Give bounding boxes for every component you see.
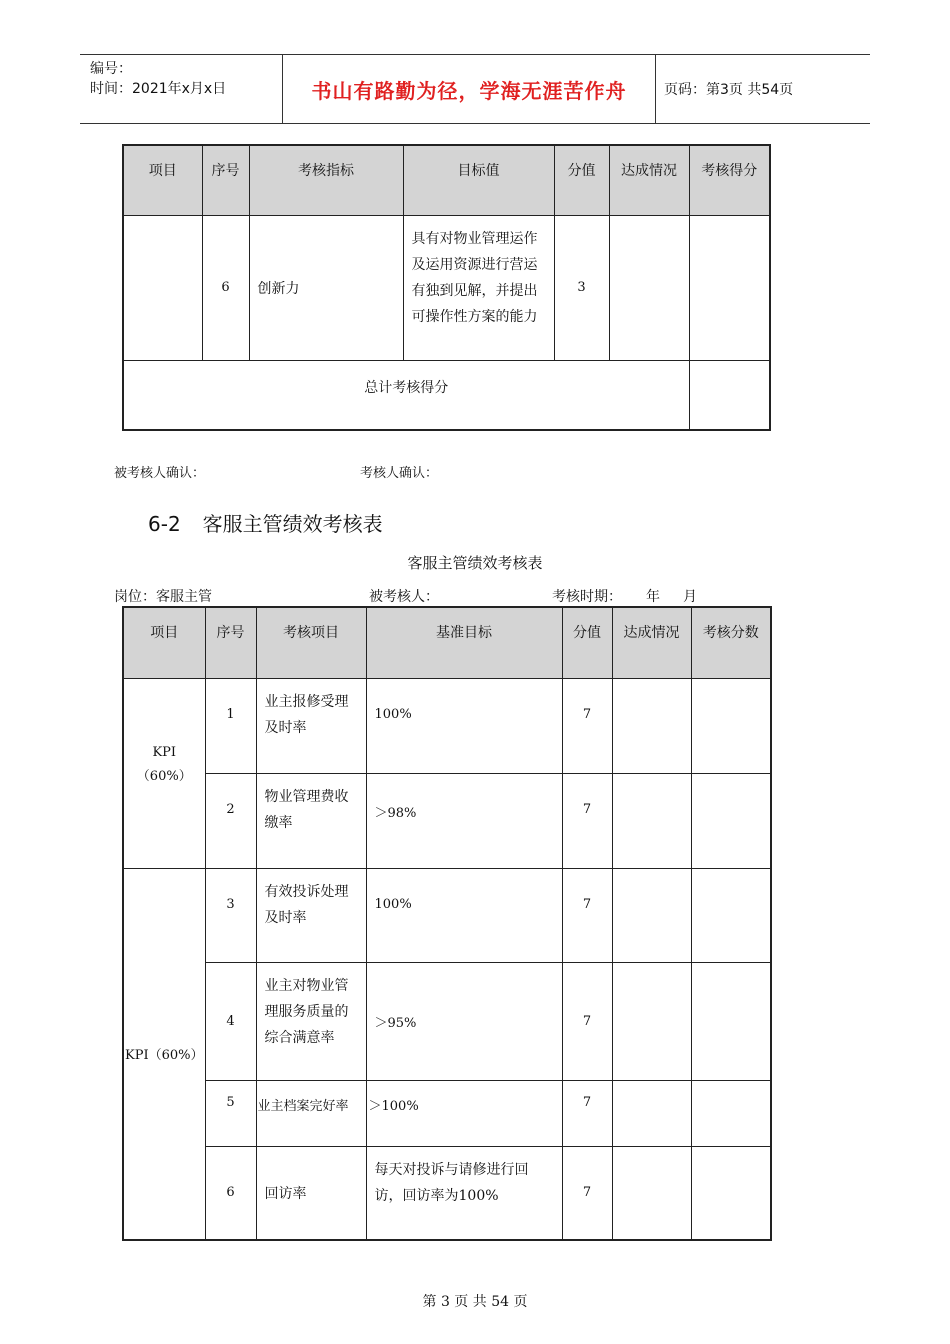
- table2-row1-item: 业主报修受理及时率: [256, 678, 366, 773]
- table2-row6-result[interactable]: [691, 1146, 771, 1240]
- table-row: [123, 868, 771, 962]
- table1-cell-no: 6: [202, 215, 249, 360]
- table2-row3-result[interactable]: [691, 868, 771, 962]
- table2-header-item: 考核项目: [256, 607, 366, 678]
- examiner-confirm: 考核人确认：: [360, 466, 439, 481]
- table2-row5-achieve[interactable]: [612, 1080, 691, 1146]
- assessment-table-1: [122, 144, 771, 431]
- table-row: [123, 215, 770, 360]
- table2-row5-no: 5: [205, 1080, 256, 1146]
- table1-cell-target: 具有对物业管理运作及运用资源进行营运有独到见解，并提出可操作性方案的能力: [403, 215, 554, 360]
- table1-cell-project: [123, 215, 202, 360]
- table2-header-project: 项目: [123, 607, 205, 678]
- header-meta: [90, 59, 280, 99]
- table2-row2-no: 2: [205, 773, 256, 868]
- table2-row3-target: 100%: [366, 868, 562, 962]
- table2-row3-item: 有效投诉处理及时率: [256, 868, 366, 962]
- table1-header-indicator: 考核指标: [249, 145, 403, 215]
- table1-header-result: 考核得分: [689, 145, 770, 215]
- page-footer: 第 3 页 共 54 页: [422, 1294, 528, 1310]
- time-label: 时间：2021年x月x日: [90, 81, 227, 97]
- table1-cell-result[interactable]: [689, 215, 770, 360]
- table2-row4-target: ＞95%: [366, 962, 562, 1080]
- table1-cell-achieve[interactable]: [609, 215, 689, 360]
- meta-year: 年: [646, 589, 660, 605]
- table2-row6-target: 每天对投诉与请修进行回访，回访率为100%: [366, 1146, 562, 1240]
- assessment-table-2: [122, 606, 772, 1241]
- header-motto: 书山有路勤为径，学海无涯苦作舟: [282, 55, 656, 123]
- table2-header-no: 序号: [205, 607, 256, 678]
- table-row: [123, 773, 771, 868]
- table-row: [123, 1146, 771, 1240]
- table1-header-project: 项目: [123, 145, 202, 215]
- code-label: 编号：: [90, 61, 132, 77]
- table2-row5-score: 7: [562, 1080, 612, 1146]
- section-heading: [148, 508, 383, 537]
- table2-row4-score: 7: [562, 962, 612, 1080]
- table-row: [123, 678, 771, 773]
- table2-header-score: 分值: [562, 607, 612, 678]
- table2-row2-result[interactable]: [691, 773, 771, 868]
- table2-header-target: 基准目标: [366, 607, 562, 678]
- table2-row6-score: 7: [562, 1146, 612, 1240]
- table1-total-row: [123, 360, 770, 430]
- table2-row1-no: 1: [205, 678, 256, 773]
- table2-row6-item: 回访率: [256, 1146, 366, 1240]
- table2-row6-no: 6: [205, 1146, 256, 1240]
- meta-period: 考核时期：: [552, 589, 622, 605]
- table1-total-value[interactable]: [689, 360, 770, 430]
- table2-title: 客服主管绩效考核表: [407, 554, 543, 572]
- meta-examinee: 被考核人：: [369, 589, 439, 605]
- table2-row4-no: 4: [205, 962, 256, 1080]
- table2-header-row: [123, 607, 771, 678]
- examinee-confirm: 被考核人确认：: [114, 466, 206, 481]
- table2-row2-target: ＞98%: [366, 773, 562, 868]
- table2-row1-target: 100%: [366, 678, 562, 773]
- table2-group1-label: KPI（60%）: [123, 678, 205, 868]
- table2-row5-result[interactable]: [691, 1080, 771, 1146]
- meta-month: 月: [683, 589, 697, 605]
- table1-cell-score: 3: [554, 215, 609, 360]
- table2-header-result: 考核分数: [691, 607, 771, 678]
- section-title: 客服主管绩效考核表: [202, 512, 383, 536]
- table1-header-row: [123, 145, 770, 215]
- table2-row2-achieve[interactable]: [612, 773, 691, 868]
- table-row: [123, 962, 771, 1080]
- page-header: [80, 54, 870, 124]
- table2-header-achieve: 达成情况: [612, 607, 691, 678]
- table2-row3-no: 3: [205, 868, 256, 962]
- table1-header-target: 目标值: [403, 145, 554, 215]
- header-page-info: 页码：第3页 共54页: [664, 82, 794, 98]
- table1-cell-indicator: 创新力: [249, 215, 403, 360]
- table-row: [123, 1080, 771, 1146]
- table2-row4-achieve[interactable]: [612, 962, 691, 1080]
- meta-position: 岗位：客服主管: [114, 589, 212, 605]
- table2-row2-item: 物业管理费收缴率: [256, 773, 366, 868]
- table2-row3-achieve[interactable]: [612, 868, 691, 962]
- table2-group2-label: KPI（60%）: [123, 868, 205, 1240]
- table2-row4-result[interactable]: [691, 962, 771, 1080]
- table2-row4-item: 业主对物业管理服务质量的综合满意率: [256, 962, 366, 1080]
- table2-row3-score: 7: [562, 868, 612, 962]
- table1-header-no: 序号: [202, 145, 249, 215]
- table2-row5-target: ＞100%: [366, 1080, 562, 1146]
- table2-row1-score: 7: [562, 678, 612, 773]
- table2-row1-achieve[interactable]: [612, 678, 691, 773]
- table2-row6-achieve[interactable]: [612, 1146, 691, 1240]
- table1-header-score: 分值: [554, 145, 609, 215]
- table2-row2-score: 7: [562, 773, 612, 868]
- table1-header-achieve: 达成情况: [609, 145, 689, 215]
- table1-total-label: 总计考核得分: [123, 360, 689, 430]
- section-number: 6-2: [148, 512, 181, 536]
- table2-row1-result[interactable]: [691, 678, 771, 773]
- table2-row5-item: 业主档案完好率: [256, 1080, 366, 1146]
